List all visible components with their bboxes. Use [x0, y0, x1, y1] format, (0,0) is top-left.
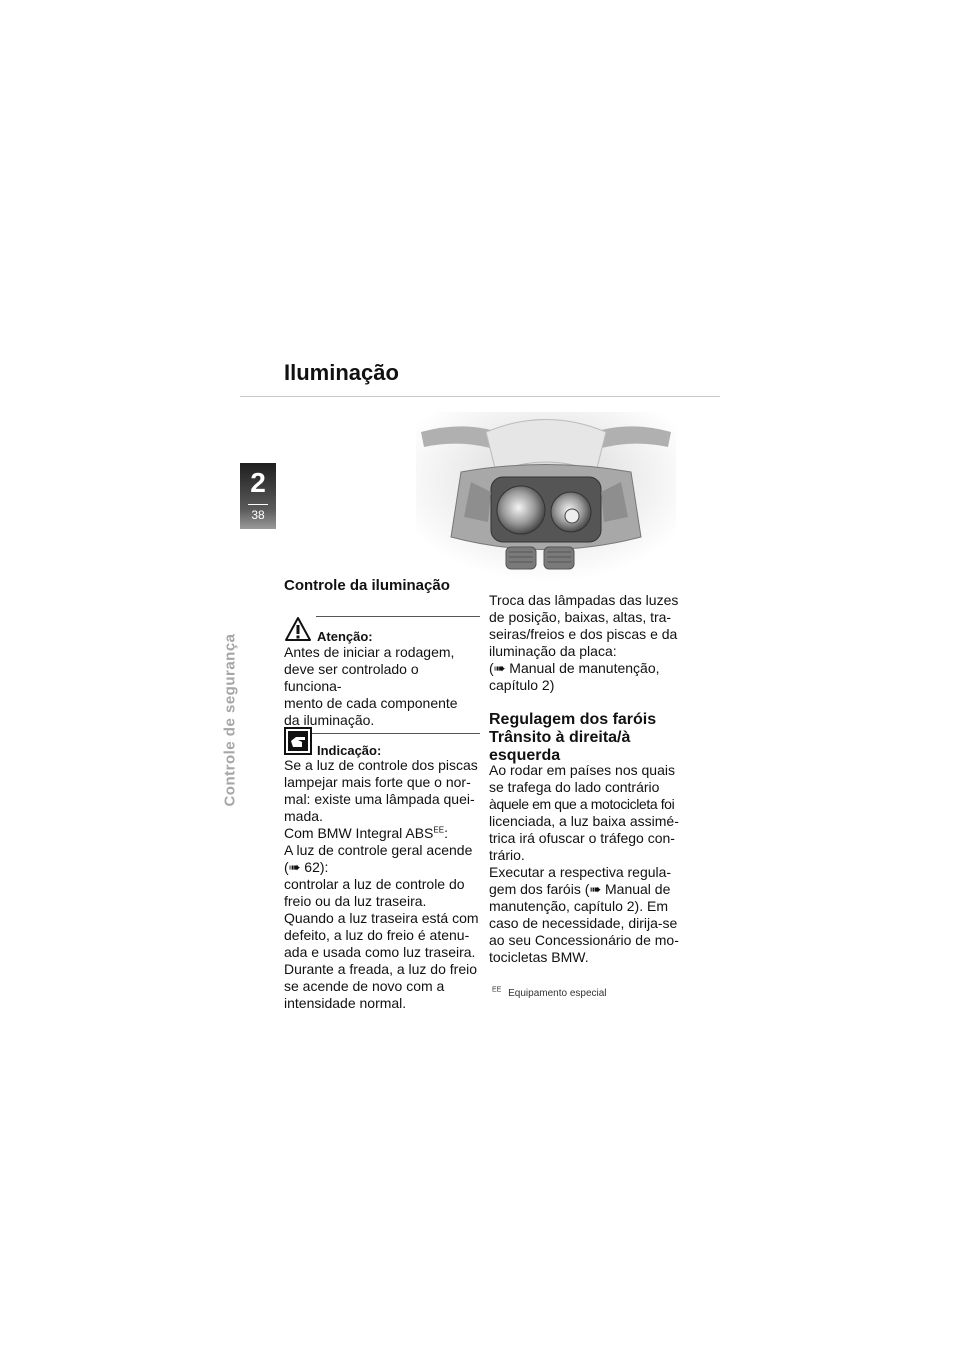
- note-hand-icon: [284, 727, 312, 755]
- headlight-adjustment-body: [489, 762, 694, 966]
- warning-label: Atenção:: [317, 629, 373, 644]
- intro-line: seiras/freios e dos piscas e da: [489, 626, 678, 642]
- side-label-text: Controle de segurança: [221, 633, 239, 807]
- note-line: mal: existe uma lâmpada quei-: [284, 791, 475, 807]
- body-line: trário.: [489, 847, 525, 863]
- body-line: Executar a respectiva regula-: [489, 864, 672, 880]
- note-line: mada.: [284, 808, 323, 824]
- note-line: controlar a luz de controle do: [284, 876, 465, 892]
- intro-line: (➠ Manual de manutenção,: [489, 660, 660, 676]
- note-callout: [284, 727, 482, 1012]
- heading-line: Trânsito à direita/à: [489, 729, 631, 746]
- section-heading-lighting-control: Controle da iluminação: [284, 577, 450, 594]
- body-line: manutenção, capítulo 2). Em: [489, 898, 668, 914]
- special-equipment-mark: EE: [433, 825, 445, 835]
- note-line: lampejar mais forte que o nor-: [284, 774, 471, 790]
- warning-line: Antes de iniciar a rodagem,: [284, 644, 455, 660]
- intro-line: iluminação da placa:: [489, 643, 617, 659]
- chapter-divider: [248, 504, 268, 505]
- note-line: defeito, a luz do freio é atenu-: [284, 927, 470, 943]
- note-line: ada e usada como luz traseira.: [284, 944, 476, 960]
- note-line: Quando a luz traseira está com: [284, 910, 479, 926]
- warning-line: da iluminação.: [284, 712, 375, 728]
- intro-line: de posição, baixas, altas, tra-: [489, 609, 672, 625]
- body-line: trica irá ofuscar o tráfego con-: [489, 830, 675, 846]
- body-line: gem dos faróis (➠ Manual de: [489, 881, 671, 897]
- heading-line: esquerda: [489, 747, 561, 764]
- warning-line: deve ser controlado o funciona-: [284, 661, 419, 694]
- note-label: Indicação:: [317, 743, 382, 758]
- headlight-adjustment-heading: [489, 711, 699, 765]
- warning-callout: [284, 614, 480, 734]
- note-line: Se a luz de controle dos piscas: [284, 757, 478, 773]
- heading-line: Regulagem dos faróis: [489, 711, 657, 728]
- intro-line: Troca das lâmpadas das luzes: [489, 592, 679, 608]
- page-title: Iluminação: [284, 360, 399, 385]
- title-rule: [240, 396, 720, 397]
- footnote: [492, 988, 607, 999]
- warning-line: mento de cada componente: [284, 695, 458, 711]
- note-line: (➠ 62):: [284, 859, 329, 875]
- bulb-change-paragraph: [489, 592, 694, 694]
- note-line: freio ou da luz traseira.: [284, 893, 427, 909]
- headlight-illustration: [416, 412, 676, 582]
- footnote-mark: EE: [492, 986, 502, 994]
- body-line: se trafega do lado contrário: [489, 779, 660, 795]
- body-line: Ao rodar em países nos quais: [489, 762, 675, 778]
- warning-triangle-icon: [284, 616, 312, 642]
- body-line: tocicletas BMW.: [489, 949, 589, 965]
- note-line: intensidade normal.: [284, 995, 407, 1011]
- body-line: àquele em que a motocicleta foi: [489, 796, 675, 812]
- note-line: Durante a freada, a luz do freio: [284, 961, 478, 977]
- body-line: ao seu Concessionário de mo-: [489, 932, 679, 948]
- body-line: licenciada, a luz baixa assimé-: [489, 813, 679, 829]
- intro-line: capítulo 2): [489, 677, 555, 693]
- footnote-text: Equipamento especial: [508, 988, 607, 999]
- chapter-number: 2: [250, 467, 266, 498]
- body-line: caso de necessidade, dirija-se: [489, 915, 678, 931]
- abs-line: Com BMW Integral $ABS^{EE}$:: [284, 825, 448, 841]
- note-line: se acende de novo com a: [284, 978, 445, 994]
- page-number: 38: [251, 508, 265, 522]
- note-line: A luz de controle geral acende: [284, 842, 473, 858]
